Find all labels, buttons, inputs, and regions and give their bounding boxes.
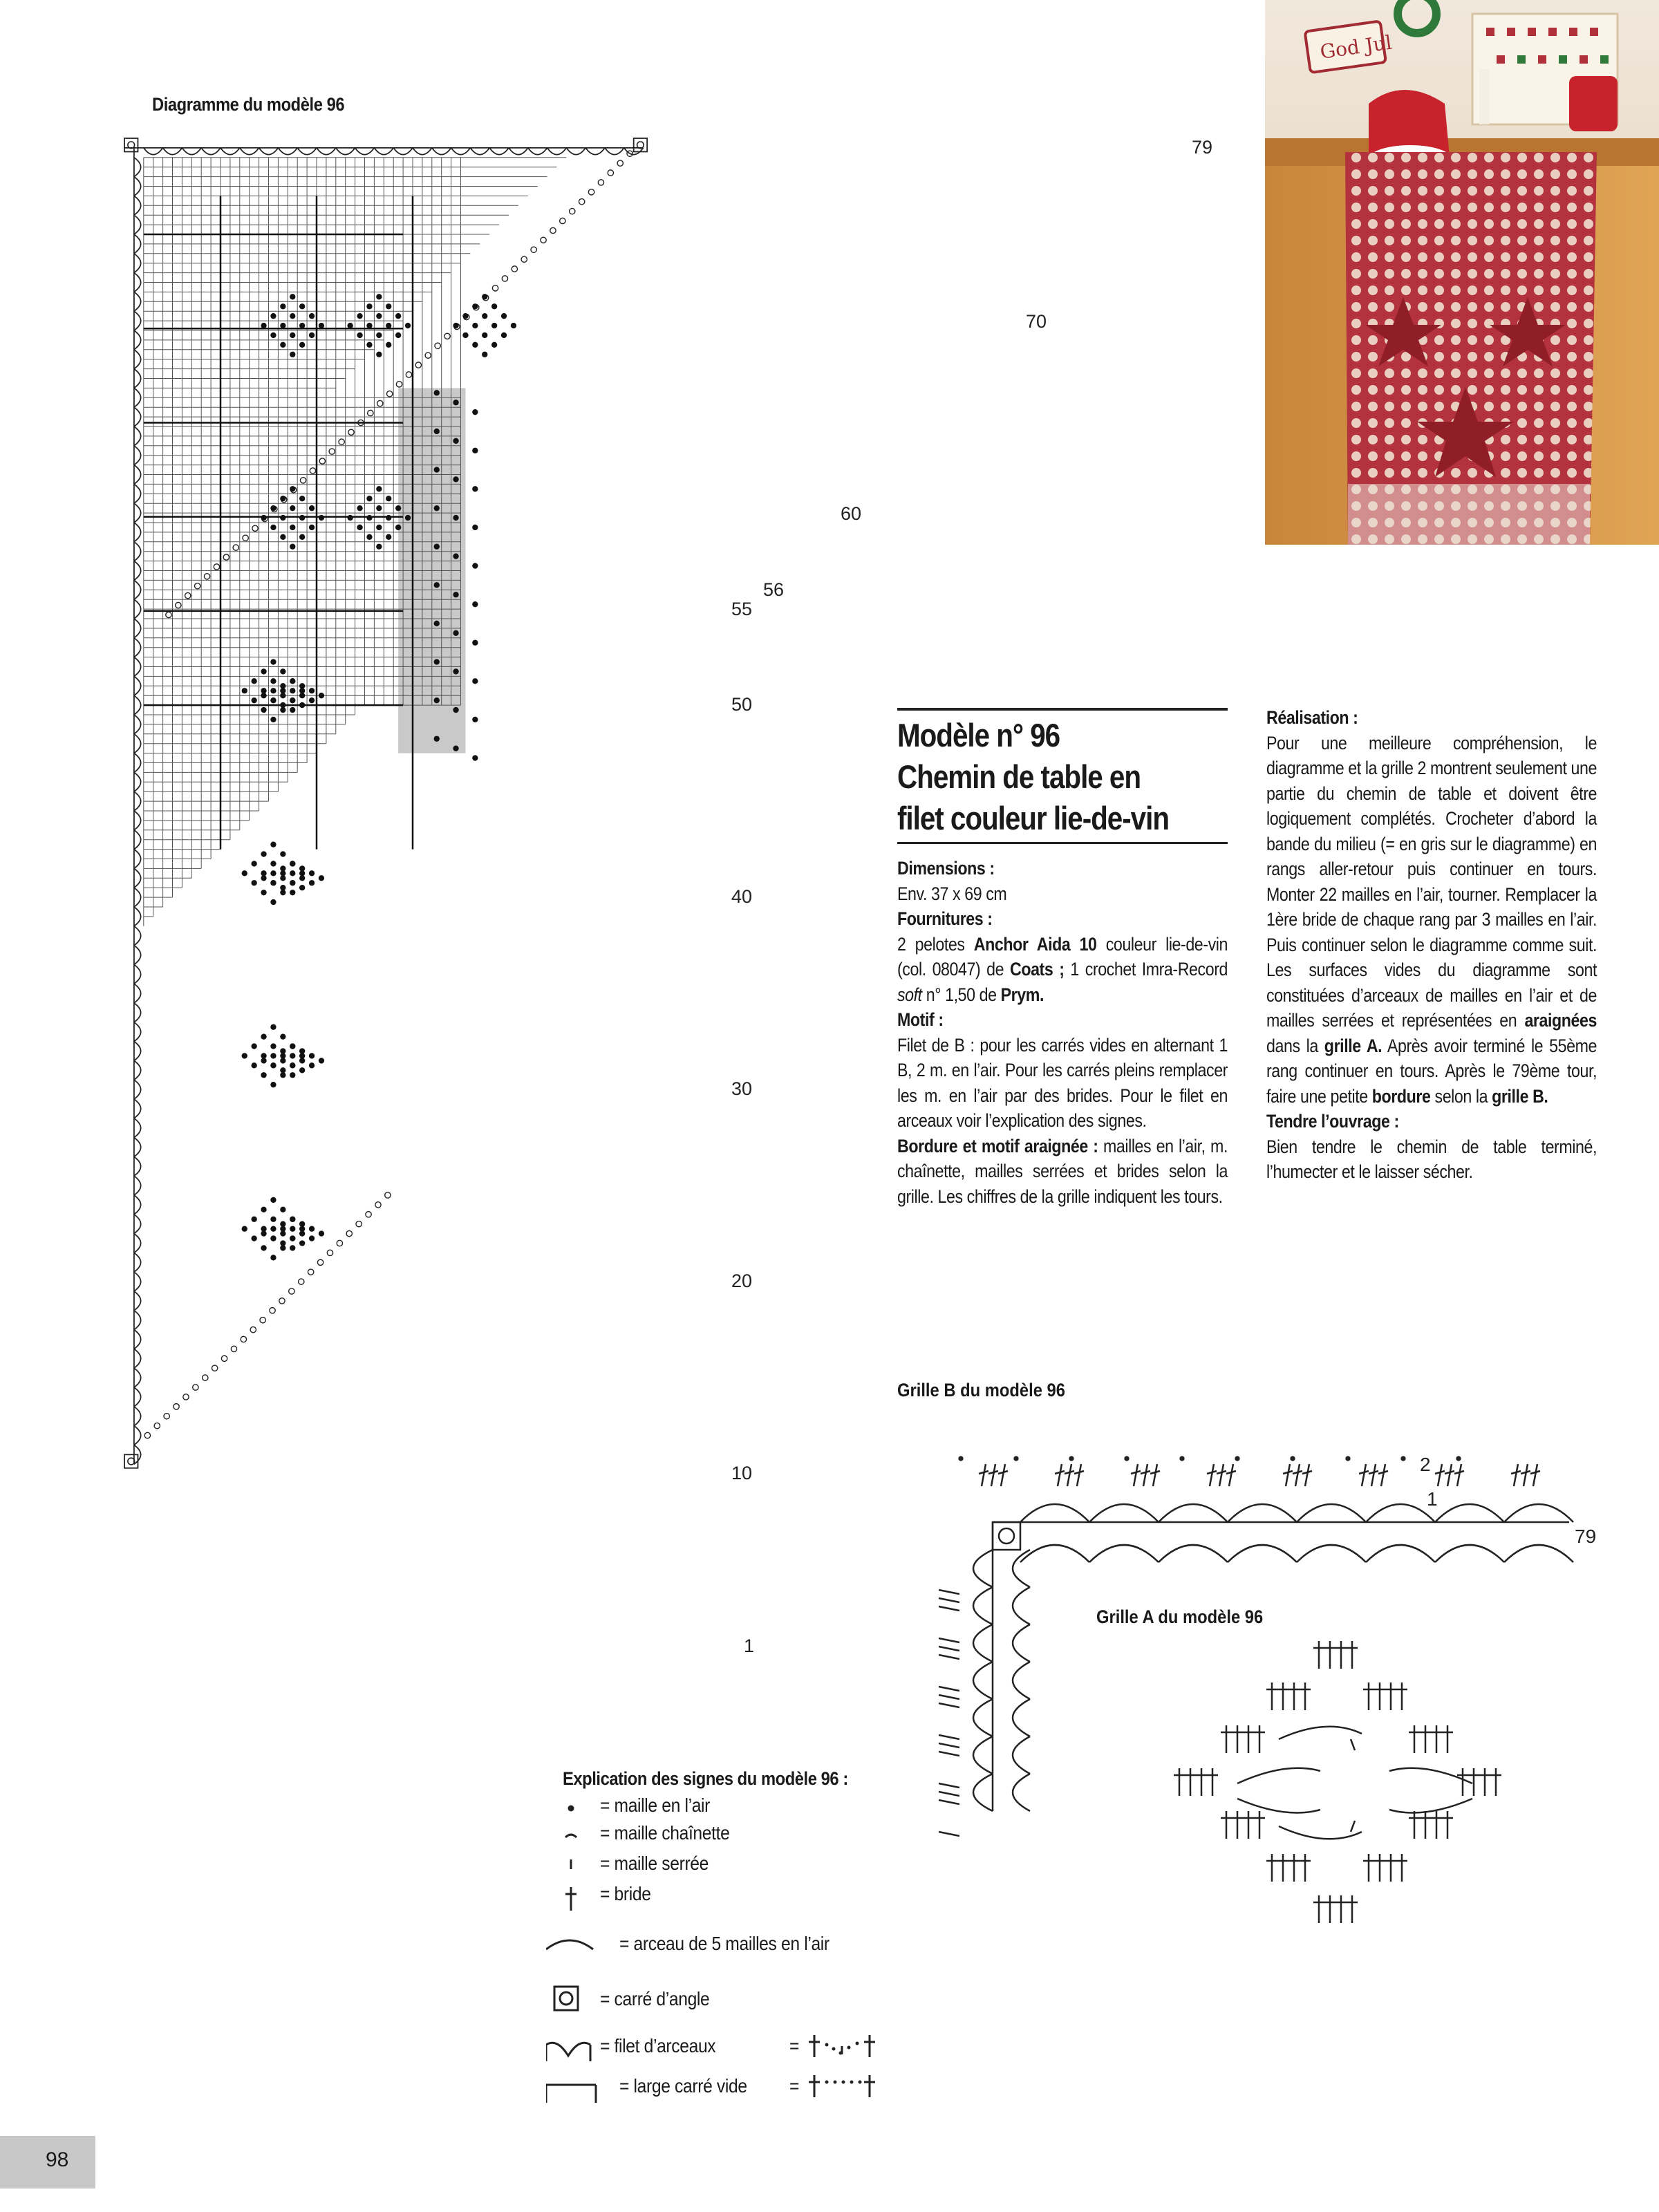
legend-large-empty-square: = large carré vide bbox=[619, 2075, 747, 2097]
heading-bottom-rule bbox=[897, 842, 1228, 844]
bordure-paragraph: Bordure et motif araignée : mailles en l’air, m. chaînette, mailles serrées et brides selon la grille. Les chiffres de la grille indiquent les tours. bbox=[897, 1135, 1228, 1207]
slip-stitch-icon bbox=[565, 1835, 577, 1837]
row-label-20: 20 bbox=[731, 1271, 753, 1291]
motif-label: Motif : bbox=[897, 1009, 944, 1030]
grille-b-title: Grille B du modèle 96 bbox=[897, 1380, 1065, 1400]
model-title-line-2: Chemin de table en bbox=[897, 758, 1141, 795]
table-runner-photo bbox=[1265, 0, 1659, 545]
legend-title: Explication des signes du modèle 96 : bbox=[563, 1768, 848, 1789]
legend-double-crochet: = bride bbox=[600, 1883, 651, 1904]
heading-top-rule bbox=[897, 708, 1228, 711]
legend-chain-stitch: = maille en l’air bbox=[600, 1794, 711, 1816]
row-label-55: 55 bbox=[731, 599, 753, 619]
diagram-title: Diagramme du modèle 96 bbox=[152, 94, 345, 115]
legend-equals-1: = bbox=[789, 2035, 800, 2056]
row-label-50: 50 bbox=[731, 694, 753, 715]
instructions-right-column bbox=[1266, 705, 1597, 1185]
grille-b-label-79: 79 bbox=[1575, 1526, 1597, 1547]
diagram-filled-dots bbox=[242, 294, 517, 1260]
row-label-30: 30 bbox=[731, 1078, 753, 1099]
grille-b-label-1: 1 bbox=[1427, 1488, 1438, 1510]
model-heading bbox=[897, 708, 1228, 844]
tendre-text: Bien tendre le chemin de table terminé, l’humecter et le laisser sécher. bbox=[1266, 1136, 1597, 1182]
row-label-60: 60 bbox=[841, 503, 862, 524]
tendre-label: Tendre l’ouvrage : bbox=[1266, 1111, 1399, 1132]
realisation-label: Réalisation : bbox=[1266, 707, 1358, 728]
motif-text: Filet de B : pour les carrés vides en alternant 1 B, 2 m. en l’air. Pour les carrés pleins remplacer les m. en l’air par des brides. Pour le filet en arceaux voir l’explication des signes. bbox=[897, 1034, 1228, 1131]
row-label-70: 70 bbox=[1026, 311, 1047, 332]
fournitures-label: Fournitures : bbox=[897, 908, 993, 929]
realisation-text: Pour une meilleure compréhension, le diagramme et la grille 2 montrent seulement une partie du chemin de table et doivent être logiquement complétés. Crocheter d’abord la bande du milieu (= en gris sur le diagramme) en rangs aller-retour puis continuer en tours. Monter 22 mailles en l’air, tourner. Remplacer la 1ère bride de chaque rang par 3 mailles en l’air. Puis continuer selon le diagramme comme suit. Les surfaces vides du diagramme sont constituées d’arceaux de mailles en l’air et de mailles serrées et représentées en araignées dans la grille A. Après avoir terminé le 55ème rang continuer en tours. Après le 79ème tour, faire une petite bordure selon la grille B. bbox=[1266, 732, 1597, 1107]
row-label-79: 79 bbox=[1192, 137, 1213, 158]
legend-slip-stitch: = maille chaînette bbox=[600, 1822, 730, 1844]
dimensions-label: Dimensions : bbox=[897, 858, 995, 879]
diagram-arch-border bbox=[124, 138, 647, 1468]
legend-corner-square: = carré d’angle bbox=[600, 1988, 710, 2009]
page-number: 98 bbox=[0, 2136, 95, 2188]
row-label-56: 56 bbox=[763, 579, 785, 600]
row-label-10: 10 bbox=[731, 1463, 753, 1483]
arch-mesh-icon bbox=[546, 2043, 590, 2061]
legend-equivalents bbox=[806, 2028, 882, 2111]
legend-equals-2: = bbox=[789, 2075, 800, 2097]
grille-a-diagram bbox=[1168, 1635, 1541, 1967]
row-label-1: 1 bbox=[744, 1635, 755, 1656]
corner-square-icon bbox=[554, 1987, 578, 2010]
model-title-line-1: Modèle n° 96 bbox=[897, 717, 1060, 753]
legend-arch-mesh: = filet d’arceaux bbox=[600, 2035, 716, 2056]
large-empty-square-icon bbox=[546, 2085, 596, 2103]
grille-a-title: Grille A du modèle 96 bbox=[1096, 1606, 1264, 1627]
chain-arch-icon bbox=[546, 1940, 593, 1949]
fournitures-text: 2 pelotes Anchor Aida 10 couleur lie-de-vin (col. 08047) de Coats ; 1 crochet Imra-Record soft n° 1,50 de Prym. bbox=[897, 933, 1228, 1005]
row-label-40: 40 bbox=[731, 886, 753, 907]
grille-b-label-2: 2 bbox=[1420, 1454, 1431, 1475]
legend-single-crochet: = maille serrée bbox=[600, 1853, 709, 1874]
chain-stitch-icon bbox=[569, 1806, 573, 1810]
diagram-grid bbox=[144, 158, 567, 926]
legend-chain-arch: = arceau de 5 mailles en l’air bbox=[619, 1933, 830, 1954]
model-title bbox=[897, 715, 1181, 839]
dimensions-value: Env. 37 x 69 cm bbox=[897, 883, 1007, 904]
model-title-line-3: filet couleur lie-de-vin bbox=[897, 800, 1169, 836]
instructions-left-column bbox=[897, 856, 1228, 1209]
photo-sign-text: God Jul bbox=[1318, 30, 1394, 64]
